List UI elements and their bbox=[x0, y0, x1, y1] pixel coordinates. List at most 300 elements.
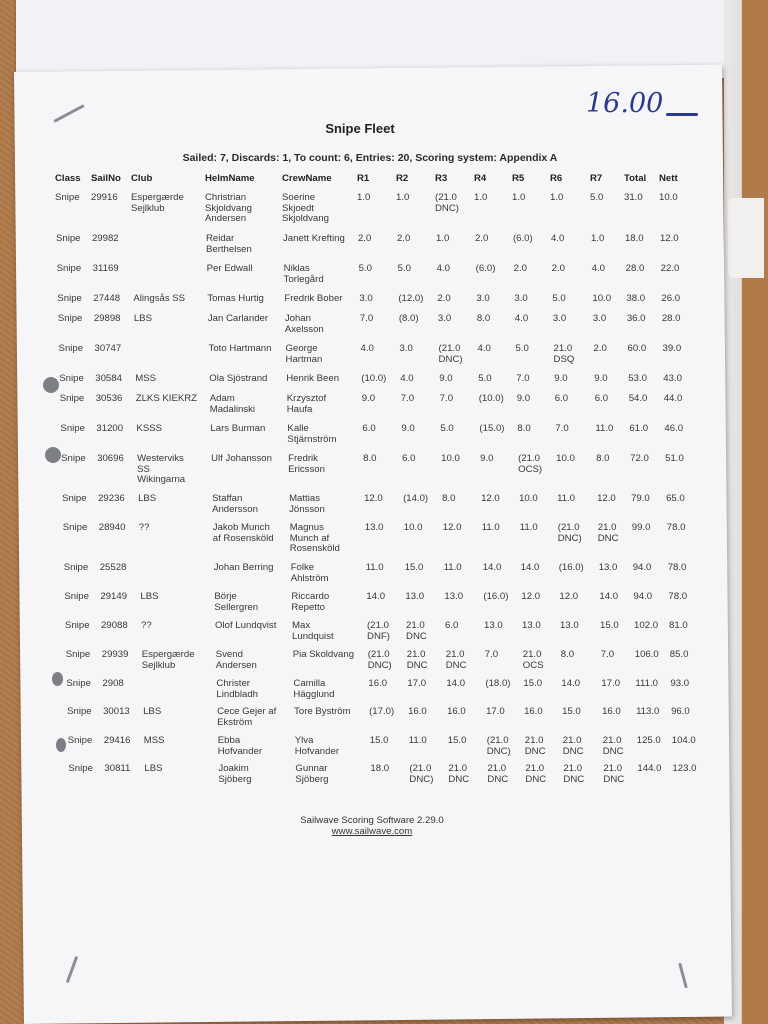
cell-r1: 15.0 bbox=[369, 735, 389, 746]
column-header-helm-name: HelmName bbox=[205, 173, 255, 184]
column-header-r6: R6 bbox=[550, 173, 563, 184]
cell-r5: 21.0 OCS bbox=[522, 649, 544, 671]
cell-sail-no: 30013 bbox=[103, 706, 130, 717]
cell-total: 54.0 bbox=[628, 393, 648, 404]
cell-r5: 21.0 DNC bbox=[524, 735, 546, 757]
cell-total: 61.0 bbox=[629, 423, 649, 434]
cell-r3: 10.0 bbox=[441, 453, 460, 464]
cell-helm-name: Olof Lundqvist bbox=[215, 620, 277, 631]
cell-r5: 4.0 bbox=[514, 313, 529, 324]
cell-r5: 12.0 bbox=[521, 591, 541, 602]
cell-r1: (21.0 DNC) bbox=[367, 649, 392, 671]
cell-total: 94.0 bbox=[633, 591, 653, 602]
punch-hole bbox=[52, 672, 63, 686]
cell-nett: 96.0 bbox=[671, 706, 690, 717]
cell-class: Snipe bbox=[64, 591, 89, 602]
cell-r6: 9.0 bbox=[554, 373, 568, 384]
cell-r7: 9.0 bbox=[594, 373, 608, 384]
cell-r1: 4.0 bbox=[360, 343, 374, 354]
cell-helm-name: Staffan Andersson bbox=[212, 493, 258, 515]
cell-club: MSS bbox=[135, 373, 157, 384]
cell-r1: 6.0 bbox=[362, 423, 376, 434]
cell-r4: 12.0 bbox=[481, 493, 500, 504]
cell-nett: 12.0 bbox=[659, 233, 679, 244]
cell-total: 53.0 bbox=[628, 373, 647, 384]
cell-nett: 39.0 bbox=[662, 343, 682, 354]
cell-sail-no: 30696 bbox=[97, 453, 124, 464]
cell-r3: 5.0 bbox=[440, 423, 454, 434]
cell-nett: 43.0 bbox=[663, 373, 682, 384]
cell-r3: 21.0 DNC bbox=[445, 649, 467, 671]
cell-total: 18.0 bbox=[624, 233, 644, 244]
cell-r4: 5.0 bbox=[478, 373, 492, 384]
cell-nett: 81.0 bbox=[669, 620, 688, 631]
cell-r2: 3.0 bbox=[399, 343, 413, 354]
cell-r6: 14.0 bbox=[561, 678, 581, 689]
cell-crew-name: Fredrik Bober bbox=[284, 293, 343, 304]
column-header-club: Club bbox=[131, 173, 153, 184]
cell-nett: 22.0 bbox=[660, 263, 680, 274]
cell-helm-name: Tomas Hurtig bbox=[207, 293, 264, 304]
cell-r6: 1.0 bbox=[550, 192, 564, 203]
cell-club: ZLKS KIEKRZ bbox=[135, 393, 198, 404]
cell-r4: 14.0 bbox=[482, 562, 502, 573]
cell-r6: (21.0 DNC) bbox=[557, 522, 582, 544]
punch-hole bbox=[45, 447, 61, 463]
handwritten-time: 16.00 bbox=[586, 88, 664, 119]
cell-helm-name: Toto Hartmann bbox=[208, 343, 272, 354]
cell-r1: 1.0 bbox=[357, 192, 371, 203]
cell-r3: 4.0 bbox=[436, 263, 450, 274]
cell-r5: 13.0 bbox=[522, 620, 541, 631]
cell-club: ?? bbox=[141, 620, 152, 631]
cell-r4: 17.0 bbox=[486, 706, 505, 717]
cell-nett: 51.0 bbox=[665, 453, 684, 464]
cell-helm-name: Ola Sjöstrand bbox=[209, 373, 268, 384]
cell-crew-name: Mattias Jönsson bbox=[289, 493, 325, 515]
cell-club: Alingsås SS bbox=[133, 293, 186, 304]
cell-club: Espergærde Sejlklub bbox=[141, 649, 195, 671]
cell-r4: 3.0 bbox=[476, 293, 490, 304]
column-header-r5: R5 bbox=[512, 173, 525, 184]
cell-r2: 9.0 bbox=[401, 423, 415, 434]
cell-r5: 21.0 DNC bbox=[525, 763, 547, 785]
cell-class: Snipe bbox=[56, 263, 82, 274]
cell-r6: 12.0 bbox=[559, 591, 579, 602]
cell-crew-name: George Hartman bbox=[285, 343, 323, 365]
cell-r5: 14.0 bbox=[520, 562, 540, 573]
cell-helm-name: Per Edwall bbox=[206, 263, 253, 274]
punch-hole bbox=[56, 738, 66, 752]
cell-r6: 21.0 DNC bbox=[563, 763, 585, 785]
cell-r3: (21.0 DNC) bbox=[435, 192, 459, 214]
cell-r2: 6.0 bbox=[402, 453, 416, 464]
cell-sail-no: 30747 bbox=[94, 343, 122, 354]
cell-total: 94.0 bbox=[632, 562, 652, 573]
cell-r3: 7.0 bbox=[439, 393, 454, 404]
cell-crew-name: Fredrik Ericsson bbox=[288, 453, 325, 475]
cell-total: 28.0 bbox=[625, 263, 645, 274]
cell-r2: 21.0 DNC bbox=[406, 649, 428, 671]
cell-sail-no: 30811 bbox=[104, 763, 131, 774]
cell-r7: 6.0 bbox=[594, 393, 609, 404]
cell-r6: 13.0 bbox=[560, 620, 579, 631]
cell-helm-name: Jan Carlander bbox=[207, 313, 269, 324]
cell-r6: 4.0 bbox=[550, 233, 565, 244]
cell-r7: 17.0 bbox=[601, 678, 621, 689]
cell-r7: 2.0 bbox=[593, 343, 607, 354]
cell-r3: 14.0 bbox=[446, 678, 466, 689]
cell-r4: (21.0 DNC) bbox=[486, 735, 511, 757]
cell-crew-name: Magnus Munch af Rosensköld bbox=[289, 522, 340, 555]
cell-total: 72.0 bbox=[630, 453, 649, 464]
cell-nett: 44.0 bbox=[663, 393, 683, 404]
cell-r2: (8.0) bbox=[398, 313, 419, 324]
cell-total: 111.0 bbox=[635, 678, 658, 689]
cell-r6: 11.0 bbox=[557, 493, 576, 504]
cell-r3: 11.0 bbox=[443, 562, 462, 573]
cell-total: 144.0 bbox=[637, 763, 662, 774]
cell-r3: 12.0 bbox=[442, 522, 462, 533]
cell-r2: 21.0 DNC bbox=[406, 620, 427, 642]
cell-class: Snipe bbox=[57, 293, 82, 304]
cell-helm-name: Reidar Berthelsen bbox=[205, 233, 252, 255]
cell-r1: (10.0) bbox=[361, 373, 387, 384]
cell-r5: 3.0 bbox=[514, 293, 528, 304]
cell-r2: 10.0 bbox=[403, 522, 423, 533]
cell-total: 38.0 bbox=[626, 293, 646, 304]
cell-r2: 16.0 bbox=[408, 706, 427, 717]
cell-sail-no: 31169 bbox=[92, 263, 119, 274]
cell-club: LBS bbox=[143, 706, 162, 717]
cell-sail-no: 29916 bbox=[91, 192, 118, 203]
handwritten-dash bbox=[666, 113, 698, 116]
cell-crew-name: Henrik Been bbox=[286, 373, 340, 384]
cell-nett: 104.0 bbox=[671, 735, 696, 746]
cell-sail-no: 30536 bbox=[95, 393, 123, 404]
cell-club: LBS bbox=[138, 493, 157, 504]
cell-club: MSS bbox=[143, 735, 165, 746]
cell-r1: 14.0 bbox=[366, 591, 386, 602]
cell-r3: 21.0 DNC bbox=[448, 763, 470, 785]
cell-r1: (17.0) bbox=[369, 706, 395, 717]
cell-r6: 2.0 bbox=[551, 263, 565, 274]
cell-sail-no: 31200 bbox=[96, 423, 124, 434]
page-title: Snipe Fleet bbox=[325, 121, 395, 136]
cell-crew-name: Camilla Hägglund bbox=[293, 678, 335, 700]
cell-class: Snipe bbox=[66, 678, 91, 689]
cell-r1: (21.0 DNF) bbox=[367, 620, 390, 642]
cell-crew-name: Niklas Torlegård bbox=[283, 263, 324, 285]
cell-class: Snipe bbox=[55, 233, 81, 244]
column-header-nett: Nett bbox=[659, 173, 678, 184]
cell-sail-no: 2908 bbox=[102, 678, 124, 689]
cell-club: ?? bbox=[138, 522, 150, 533]
cell-r3: 3.0 bbox=[437, 313, 452, 324]
cell-r7: 14.0 bbox=[599, 591, 619, 602]
cell-r2: 2.0 bbox=[396, 233, 411, 244]
cell-crew-name: Krzysztof Haufa bbox=[286, 393, 327, 415]
cell-nett: 93.0 bbox=[670, 678, 690, 689]
cell-helm-name: Lars Burman bbox=[210, 423, 266, 434]
cell-nett: 26.0 bbox=[661, 293, 681, 304]
cell-r4: 4.0 bbox=[477, 343, 491, 354]
cell-club: LBS bbox=[133, 313, 152, 324]
cell-sail-no: 30584 bbox=[95, 373, 122, 384]
cell-r2: (12.0) bbox=[398, 293, 424, 304]
cell-helm-name: Ebba Hofvander bbox=[217, 735, 263, 757]
cell-class: Snipe bbox=[63, 562, 89, 573]
cell-crew-name: Johan Axelsson bbox=[284, 313, 324, 335]
cell-club: Espergærde Sejlklub bbox=[131, 192, 184, 214]
cell-r3: 16.0 bbox=[447, 706, 466, 717]
cell-r4: 1.0 bbox=[474, 192, 488, 203]
cell-r5: 9.0 bbox=[516, 393, 531, 404]
cell-class: Snipe bbox=[60, 423, 85, 434]
cell-crew-name: Soerine Skjoedt Skjoldvang bbox=[282, 192, 329, 225]
cell-crew-name: Riccardo Repetto bbox=[291, 591, 330, 613]
cell-sail-no: 29982 bbox=[91, 233, 119, 244]
column-header-r3: R3 bbox=[435, 173, 448, 184]
cell-total: 79.0 bbox=[631, 493, 650, 504]
cell-r2: 15.0 bbox=[404, 562, 424, 573]
cell-r6: 10.0 bbox=[556, 453, 575, 464]
cell-r1: 8.0 bbox=[363, 453, 377, 464]
cell-class: Snipe bbox=[62, 493, 87, 504]
cell-helm-name: Ulf Johansson bbox=[211, 453, 272, 464]
cell-club: Westerviks SS Wikingarna bbox=[137, 453, 186, 486]
cell-class: Snipe bbox=[62, 522, 88, 533]
cell-r5: 5.0 bbox=[515, 343, 529, 354]
cell-helm-name: Johan Berring bbox=[213, 562, 274, 573]
cell-r5: 1.0 bbox=[512, 192, 526, 203]
cell-sail-no: 28940 bbox=[98, 522, 126, 533]
cell-helm-name: Jakob Munch af Rosensköld bbox=[212, 522, 274, 544]
cell-total: 31.0 bbox=[624, 192, 643, 203]
cell-r2: 1.0 bbox=[396, 192, 410, 203]
cell-r5: 11.0 bbox=[519, 522, 538, 533]
cell-r1: 2.0 bbox=[357, 233, 372, 244]
cell-sail-no: 29149 bbox=[100, 591, 128, 602]
cell-crew-name: Janett Krefting bbox=[282, 233, 345, 244]
cell-sail-no: 25528 bbox=[99, 562, 127, 573]
cell-r1: 5.0 bbox=[358, 263, 372, 274]
cell-r6: 21.0 DNC bbox=[562, 735, 584, 757]
cell-r3: 1.0 bbox=[435, 233, 450, 244]
cell-crew-name: Folke Ahlström bbox=[290, 562, 329, 584]
cell-r1: 12.0 bbox=[364, 493, 383, 504]
cell-r3: 6.0 bbox=[445, 620, 459, 631]
cell-helm-name: Joakim Sjöberg bbox=[218, 763, 252, 785]
cell-class: Snipe bbox=[59, 393, 85, 404]
cell-r4: 8.0 bbox=[476, 313, 491, 324]
cell-crew-name: Tore Byström bbox=[294, 706, 351, 717]
column-header-r2: R2 bbox=[396, 173, 409, 184]
cell-r4: (18.0) bbox=[485, 678, 511, 689]
cell-r5: 7.0 bbox=[516, 373, 530, 384]
cell-r6: (16.0) bbox=[558, 562, 584, 573]
cell-r3: 9.0 bbox=[439, 373, 453, 384]
cell-class: Snipe bbox=[58, 343, 84, 354]
cell-r1: 3.0 bbox=[359, 293, 373, 304]
cell-nett: 78.0 bbox=[666, 522, 686, 533]
cell-r1: 9.0 bbox=[361, 393, 376, 404]
cell-club: LBS bbox=[140, 591, 159, 602]
cell-total: 102.0 bbox=[634, 620, 659, 631]
cell-class: Snipe bbox=[67, 735, 93, 746]
cell-r7: 5.0 bbox=[590, 192, 604, 203]
cell-r4: (10.0) bbox=[478, 393, 504, 404]
cell-total: 106.0 bbox=[634, 649, 659, 660]
cell-class: Snipe bbox=[65, 620, 90, 631]
cell-r7: 7.0 bbox=[600, 649, 615, 660]
cell-total: 125.0 bbox=[636, 735, 661, 746]
cell-r7: 1.0 bbox=[590, 233, 605, 244]
cell-sail-no: 29939 bbox=[101, 649, 129, 660]
cell-r5: (6.0) bbox=[512, 233, 533, 244]
cell-r2: (21.0 DNC) bbox=[409, 763, 434, 785]
cell-r3: 13.0 bbox=[444, 591, 464, 602]
cell-r2: 7.0 bbox=[400, 393, 415, 404]
cell-helm-name: Christer Lindbladh bbox=[216, 678, 259, 700]
footer bbox=[0, 815, 744, 837]
column-header-r4: R4 bbox=[474, 173, 487, 184]
cell-r6: 5.0 bbox=[552, 293, 566, 304]
cell-helm-name: Svend Andersen bbox=[215, 649, 257, 671]
cell-total: 60.0 bbox=[627, 343, 647, 354]
cell-class: Snipe bbox=[57, 313, 83, 324]
cell-crew-name: Max Lundquist bbox=[292, 620, 334, 642]
cell-crew-name: Kalle Stjärnström bbox=[287, 423, 337, 445]
cell-r7: 21.0 DNC bbox=[597, 522, 619, 544]
cell-r7: 21.0 DNC bbox=[602, 735, 624, 757]
cell-nett: 123.0 bbox=[672, 763, 697, 774]
cell-r4: 13.0 bbox=[484, 620, 503, 631]
cell-r5: (21.0 OCS) bbox=[518, 453, 543, 475]
cell-r3: 15.0 bbox=[447, 735, 467, 746]
cell-r2: 13.0 bbox=[405, 591, 425, 602]
cell-crew-name: Gunnar Sjöberg bbox=[295, 763, 329, 785]
cell-class: Snipe bbox=[68, 763, 93, 774]
cell-r4: 9.0 bbox=[480, 453, 494, 464]
punch-hole bbox=[43, 377, 59, 393]
cell-nett: 46.0 bbox=[664, 423, 684, 434]
cell-r6: 6.0 bbox=[554, 393, 569, 404]
cell-class: Snipe bbox=[55, 192, 80, 203]
cell-r2: 5.0 bbox=[397, 263, 411, 274]
column-header-crew-name: CrewName bbox=[282, 173, 332, 184]
cell-r6: 21.0 DSQ bbox=[553, 343, 575, 365]
cell-r7: 15.0 bbox=[600, 620, 619, 631]
cell-r3: 8.0 bbox=[442, 493, 456, 504]
cell-r4: 7.0 bbox=[484, 649, 499, 660]
cell-r1: 11.0 bbox=[365, 562, 384, 573]
cell-nett: 10.0 bbox=[659, 192, 678, 203]
cell-total: 99.0 bbox=[631, 522, 651, 533]
column-header-sail-no: SailNo bbox=[91, 173, 121, 184]
footer-software: Sailwave Scoring Software 2.29.0 bbox=[300, 815, 444, 826]
cell-sail-no: 29236 bbox=[98, 493, 125, 504]
cell-class: Snipe bbox=[67, 706, 92, 717]
cell-r3: (21.0 DNC) bbox=[438, 343, 463, 365]
cell-r2: 4.0 bbox=[400, 373, 414, 384]
cell-r5: 2.0 bbox=[513, 263, 527, 274]
footer-link[interactable]: www.sailwave.com bbox=[331, 826, 413, 837]
cell-club: KSSS bbox=[136, 423, 163, 434]
cell-r4: (6.0) bbox=[475, 263, 496, 274]
cell-r7: 4.0 bbox=[591, 263, 605, 274]
cell-r7: 3.0 bbox=[592, 313, 607, 324]
cell-r4: 21.0 DNC bbox=[487, 763, 509, 785]
cell-sail-no: 29898 bbox=[93, 313, 121, 324]
cell-sail-no: 27448 bbox=[93, 293, 121, 304]
cell-r2: 17.0 bbox=[407, 678, 427, 689]
cell-crew-name: Pia Skoldvang bbox=[292, 649, 355, 660]
cell-nett: 85.0 bbox=[669, 649, 689, 660]
cell-r6: 15.0 bbox=[562, 706, 581, 717]
cell-total: 36.0 bbox=[626, 313, 646, 324]
cell-helm-name: Börje Sellergren bbox=[214, 591, 259, 613]
cell-helm-name: Cece Gejer af Ekström bbox=[217, 706, 277, 728]
cell-r5: 8.0 bbox=[517, 423, 531, 434]
cell-r1: 7.0 bbox=[359, 313, 374, 324]
cell-r2: (14.0) bbox=[403, 493, 429, 504]
cell-r7: 8.0 bbox=[596, 453, 610, 464]
cell-class: Snipe bbox=[61, 453, 86, 464]
cell-class: Snipe bbox=[65, 649, 91, 660]
cell-nett: 65.0 bbox=[666, 493, 685, 504]
column-header-r1: R1 bbox=[357, 173, 370, 184]
cell-r4: 11.0 bbox=[481, 522, 500, 533]
cell-helm-name: Adam Madalinski bbox=[209, 393, 256, 415]
cell-r4: (16.0) bbox=[483, 591, 509, 602]
cell-r3: 2.0 bbox=[437, 293, 451, 304]
cell-total: 113.0 bbox=[636, 706, 660, 717]
cell-nett: 28.0 bbox=[661, 313, 681, 324]
cell-r6: 7.0 bbox=[555, 423, 569, 434]
cell-r7: 11.0 bbox=[595, 423, 614, 434]
cell-r5: 15.0 bbox=[523, 678, 543, 689]
cell-crew-name: Ylva Hofvander bbox=[294, 735, 340, 757]
cell-r1: 18.0 bbox=[370, 763, 390, 774]
cell-club: LBS bbox=[144, 763, 163, 774]
cell-r7: 16.0 bbox=[602, 706, 621, 717]
cell-nett: 78.0 bbox=[667, 562, 687, 573]
cell-r7: 12.0 bbox=[597, 493, 616, 504]
cell-r7: 13.0 bbox=[598, 562, 618, 573]
cell-r1: 16.0 bbox=[368, 678, 388, 689]
column-header-total: Total bbox=[624, 173, 647, 184]
cell-nett: 78.0 bbox=[668, 591, 688, 602]
cell-class: Snipe bbox=[59, 373, 84, 384]
cell-r6: 8.0 bbox=[560, 649, 575, 660]
cell-r6: 3.0 bbox=[552, 313, 567, 324]
cell-sail-no: 29088 bbox=[101, 620, 128, 631]
cell-r2: 11.0 bbox=[408, 735, 427, 746]
cell-r1: 13.0 bbox=[364, 522, 384, 533]
cell-sail-no: 29416 bbox=[103, 735, 131, 746]
results-sheet bbox=[14, 65, 732, 1024]
page-subtitle: Sailed: 7, Discards: 1, To count: 6, Entries: 20, Scoring system: Appendix A bbox=[182, 152, 558, 164]
cell-r4: 2.0 bbox=[474, 233, 489, 244]
column-header-class: Class bbox=[55, 173, 81, 184]
cell-r7: 21.0 DNC bbox=[603, 763, 625, 785]
column-header-r7: R7 bbox=[590, 173, 603, 184]
cell-r7: 10.0 bbox=[592, 293, 612, 304]
binder-clip bbox=[728, 198, 764, 278]
cell-r5: 16.0 bbox=[524, 706, 543, 717]
cell-r4: (15.0) bbox=[479, 423, 505, 434]
